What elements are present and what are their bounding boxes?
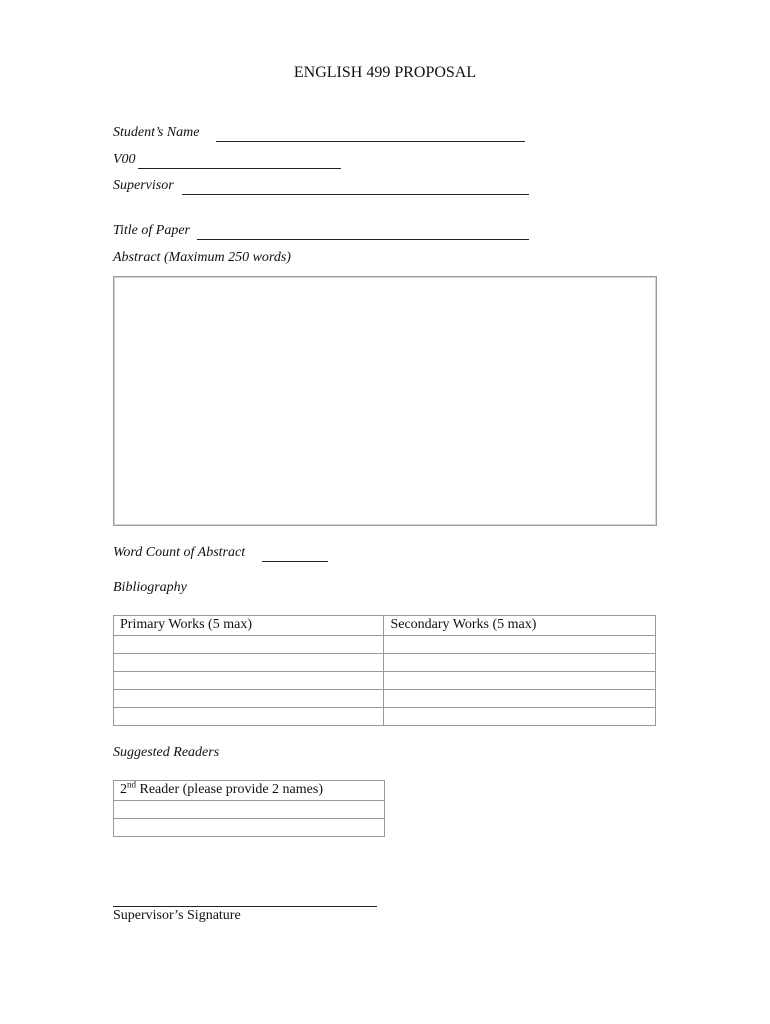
supervisor-signature-label: Supervisor’s Signature bbox=[113, 908, 241, 923]
secondary-work-cell[interactable] bbox=[384, 672, 656, 690]
student-name-label: Student’s Name bbox=[113, 125, 200, 140]
title-of-paper-label: Title of Paper bbox=[113, 223, 190, 238]
second-reader-header bbox=[114, 781, 385, 801]
readers-table bbox=[113, 780, 385, 837]
secondary-work-cell[interactable] bbox=[384, 690, 656, 708]
table-row bbox=[114, 819, 385, 837]
primary-work-cell[interactable] bbox=[114, 708, 384, 726]
page-title: ENGLISH 499 PROPOSAL bbox=[293, 64, 477, 81]
secondary-work-cell[interactable] bbox=[384, 636, 656, 654]
primary-work-cell[interactable] bbox=[114, 672, 384, 690]
primary-work-cell[interactable] bbox=[114, 636, 384, 654]
student-name-field[interactable] bbox=[216, 141, 525, 142]
primary-work-cell[interactable] bbox=[114, 690, 384, 708]
suggested-readers-heading: Suggested Readers bbox=[113, 745, 220, 760]
word-count-label: Word Count of Abstract bbox=[113, 545, 246, 560]
bibliography-heading: Bibliography bbox=[113, 580, 187, 595]
abstract-label: Abstract (Maximum 250 words) bbox=[113, 250, 291, 265]
table-row bbox=[114, 616, 656, 636]
primary-work-cell[interactable] bbox=[114, 654, 384, 672]
supervisor-signature-line[interactable] bbox=[113, 906, 377, 907]
supervisor-field[interactable] bbox=[182, 194, 529, 195]
ordinal-number: 2 bbox=[120, 782, 127, 797]
secondary-work-cell[interactable] bbox=[384, 654, 656, 672]
secondary-work-cell[interactable] bbox=[384, 708, 656, 726]
table-row bbox=[114, 672, 656, 690]
supervisor-label: Supervisor bbox=[113, 178, 174, 193]
secondary-works-header: Secondary Works (5 max) bbox=[384, 616, 656, 636]
v00-label: V00 bbox=[113, 152, 136, 167]
abstract-textbox[interactable] bbox=[113, 276, 657, 526]
reader-name-cell[interactable] bbox=[114, 819, 385, 837]
table-row bbox=[114, 801, 385, 819]
ordinal-suffix: nd bbox=[127, 779, 136, 790]
table-row bbox=[114, 781, 385, 801]
table-row bbox=[114, 636, 656, 654]
title-of-paper-field[interactable] bbox=[197, 239, 529, 240]
second-reader-header-text: Reader (please provide 2 names) bbox=[136, 782, 323, 797]
bibliography-table bbox=[113, 615, 656, 726]
reader-name-cell[interactable] bbox=[114, 801, 385, 819]
primary-works-header: Primary Works (5 max) bbox=[114, 616, 384, 636]
v00-field[interactable] bbox=[138, 168, 341, 169]
table-row bbox=[114, 708, 656, 726]
table-row bbox=[114, 690, 656, 708]
table-row bbox=[114, 654, 656, 672]
word-count-field[interactable] bbox=[262, 561, 328, 562]
